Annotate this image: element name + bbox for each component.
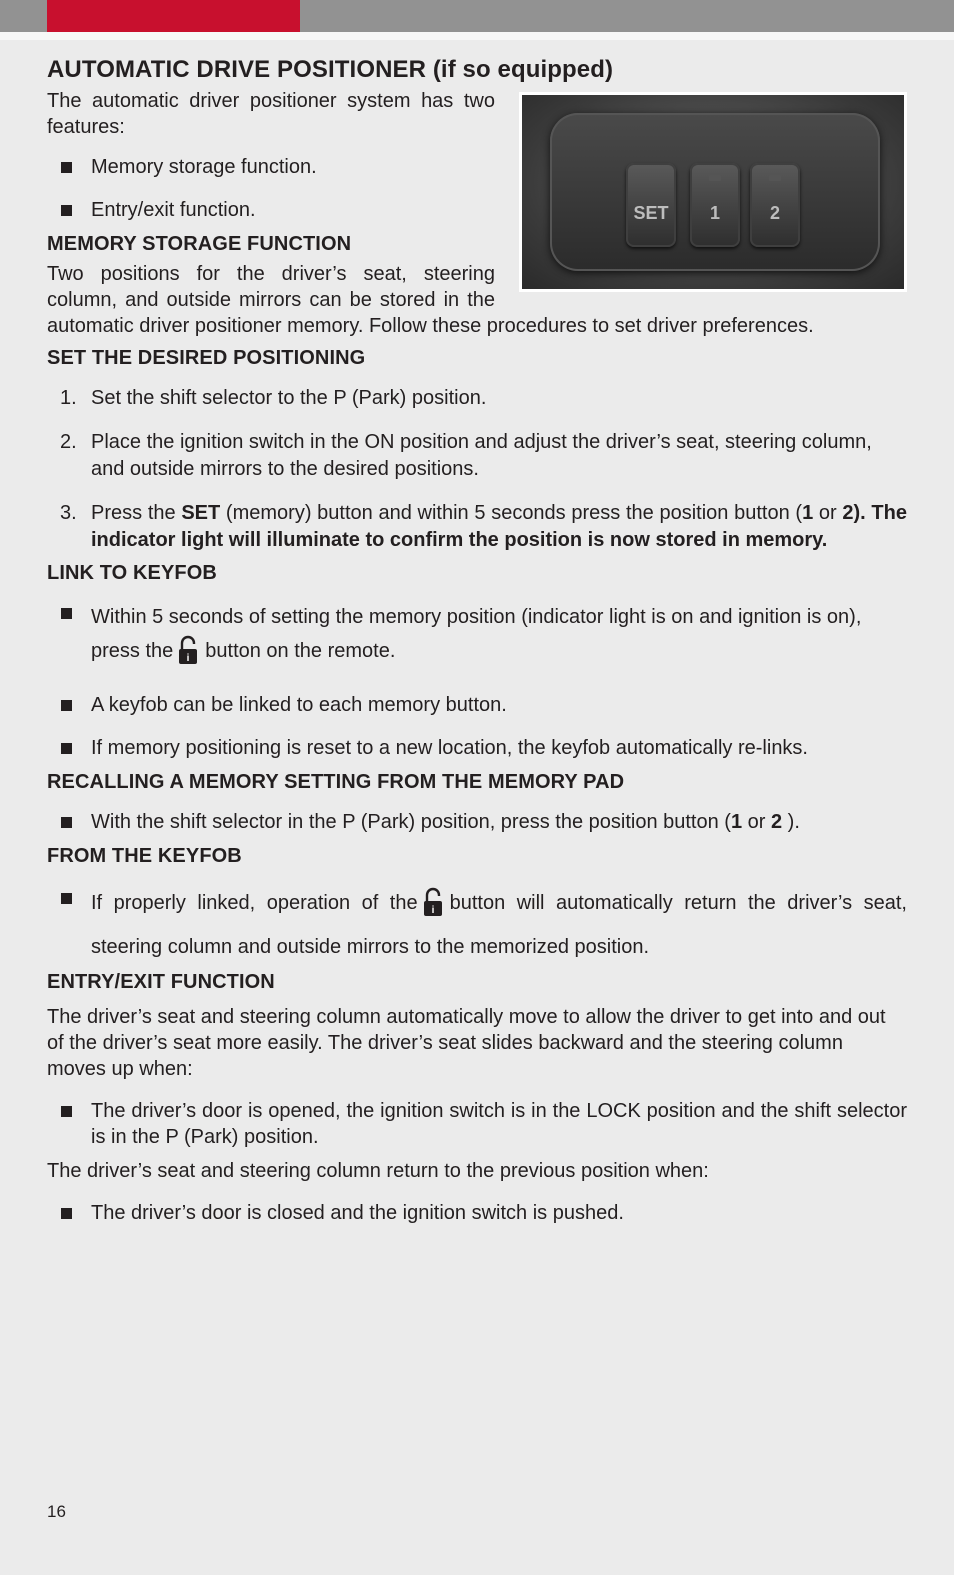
step-1: 1. Set the shift selector to the P (Park) position. [60,387,487,409]
entry-exit-text: The driver’s seat and steering column automatically move to allow the driver to get into and out of the driver’s seat more easily. The driver’s seat slides backward and the steering column moves up when: [47,1006,886,1080]
list-item: If properly linked, operation of the i button will automatically return the driver’s seat, steering column and outside mirrors to the memorized position. [47,885,907,965]
page-number: 16 [47,1502,66,1521]
step-2: 2. Place the ignition switch in the ON position and adjust the driver’s seat, steering column, and outside mirrors to the desired positions. [60,431,872,480]
intro-text: The automatic driver positioner system has two features: [47,90,495,138]
memory-storage-heading: MEMORY STORAGE FUNCTION [47,233,352,255]
memory-2-label: 2 [769,203,780,223]
memory-1-label: 1 [709,203,720,223]
list-item: Memory storage function. [47,154,907,180]
header-bar [0,0,954,32]
entry-exit-return-list [47,1200,907,1226]
from-keyfob-heading: FROM THE KEYFOB [47,845,242,867]
recall-pad-list [47,809,907,835]
list-item: If memory positioning is reset to a new location, the keyfob automatically re-links. [47,735,907,761]
memory-storage-text: Two positions for the driver’s seat, steering column, and outside mirrors can be stored in the automatic driver positioner memory. Follow these procedures to set driver preferences. [47,263,814,337]
list-item: Within 5 seconds of setting the memory position (indicator light is on and ignition is on), press the i button on the remote. [47,600,907,676]
step-3: 3. Press the SET (memory) button and within 5 seconds press the position button (1 or 2). The indicator light will illuminate to confirm the position is now stored in memory. [60,502,907,551]
entry-exit-heading: ENTRY/EXIT FUNCTION [47,971,275,993]
set-positioning-heading: SET THE DESIRED POSITIONING [47,347,366,369]
set-button-label: SET [633,203,669,223]
unlock-icon [177,635,199,676]
header-divider [0,32,954,40]
link-keyfob-list [47,600,907,761]
memory-pad-photo [519,92,907,292]
list-item: A keyfob can be linked to each memory button. [47,692,907,718]
entry-exit-list [47,1098,907,1150]
header-accent-tab [47,0,300,32]
entry-exit-return-text: The driver’s seat and steering column return to the previous position when: [47,1160,709,1182]
svg-text:i: i [431,905,434,916]
unlock-icon [422,887,444,929]
from-keyfob-list [47,885,907,965]
list-item: Entry/exit function. [47,197,907,223]
steps-list [47,385,907,554]
link-keyfob-heading: LINK TO KEYFOB [47,562,217,584]
page-content [47,56,907,1226]
recall-pad-heading: RECALLING A MEMORY SETTING FROM THE MEMORY PAD [47,771,625,793]
list-item: The driver’s door is closed and the ignition switch is pushed. [47,1200,907,1226]
svg-text:i: i [186,653,190,664]
memory-pad-image [522,95,904,289]
page-title: AUTOMATIC DRIVE POSITIONER (if so equipped) [47,56,614,83]
list-item: The driver’s door is opened, the ignition switch is in the LOCK position and the shift selector is in the P (Park) position. [47,1098,907,1150]
list-item: With the shift selector in the P (Park) position, press the position button (1 or 2 ). [47,809,907,835]
